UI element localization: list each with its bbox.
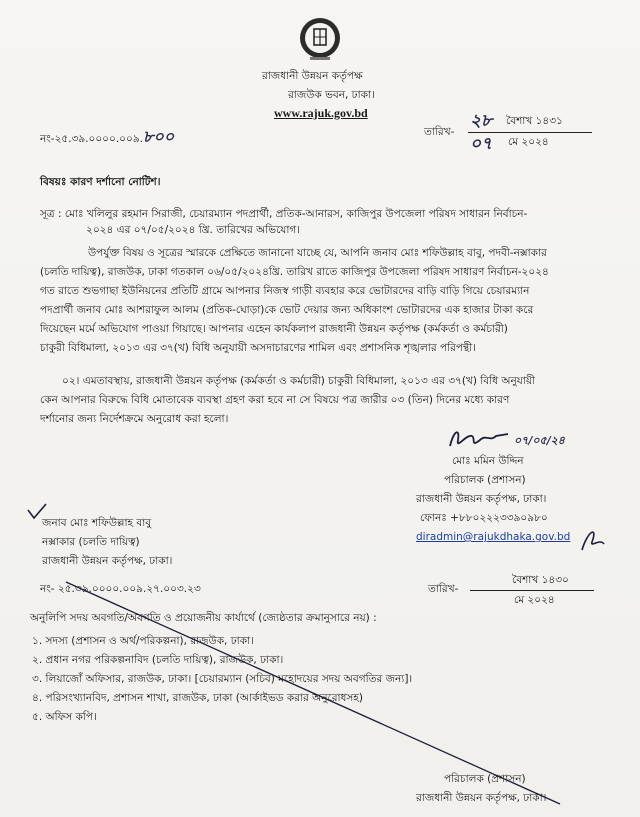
para1-line-4: পদপ্রার্থী জনাব মোঃ আশরাফুল আলম (প্রতিক-ঘোড়া)কে ভোট দেয়ার জন্য অধিকাংশ ভোটারদের এক হাজার টাকা করে [40, 304, 534, 316]
footer-org: রাজধানী উন্নয়ন কর্তৃপক্ষ, ঢাকা। [416, 792, 547, 804]
signatory-email-link[interactable]: diradmin@rajukdhaka.gov.bd [416, 531, 571, 543]
subject: বিষয়ঃ কারণ দর্শানো নোটিশ। [40, 176, 161, 188]
reference-line-2: ২০২৪ এর ০৭/০৫/২০২৪ খ্রি. তারিখের অভিযোগ। [86, 224, 301, 236]
website-link[interactable]: www.rajuk.gov.bd [274, 106, 368, 120]
copy-memo-date-label: তারিখ- [428, 583, 459, 595]
copy-intro: অনুলিপি সদয় অবগতি/অবগতি ও প্রয়োজনীয় কার্যার্থে (জ্যেষ্ঠতার ক্রমানুসারে নয়) : [30, 612, 377, 624]
signatory-name: মোঃ মমিন উদ্দিন [452, 455, 524, 467]
footer-designation: পরিচালক (প্রশাসন) [444, 773, 526, 785]
copy-memo-number: নং- ২৫.৩৯.০০০০.০০৯.২৭.০০৩.২৩ [40, 583, 201, 595]
signature-date-hand: ০৭/০৫/২৪ [514, 434, 565, 447]
memo-date-bottom: মে ২০২৪ [508, 136, 549, 148]
recipient-line-2: নক্সাকার (চলতি দায়িত্ব) [42, 536, 140, 548]
signatory-org: রাজধানী উন্নয়ন কর্তৃপক্ষ, ঢাকা। [416, 493, 547, 505]
memo-number-prefix: নং-২৫.৩৯.০০০০.০০৯. [40, 133, 143, 145]
para2-line-1: ০২। এমতাবস্থায়, রাজধানী উন্নয়ন কর্তৃপক্ষ (কর্মকর্তা ও কর্মচারী) চাকুরী বিধিমালা, ২০১৩ এর ৩৭(খ) বিধি অনুযায়ী [62, 375, 536, 387]
memo-date-label: তারিখ- [424, 126, 455, 138]
para1-line-3: গত রাতে শুভগাছা ইউনিয়নের প্রতিটি গ্রামে আপনার নিজস্ব গাড়ী ব্যবহার করে ভোটারদের বাড়ি বাড়ি গিয়ে চেয়ারম্যান [40, 285, 530, 297]
para2-line-2: কেন আপনার বিরুদ্ধে বিধি মোতাবেক ব্যবস্থা গ্রহণ করা হবে না সে বিষয়ে পত্র জারীর ০৩ (তিন) দিনের মধ্যে কারণ [40, 394, 510, 406]
memo-date-hand-top: ২৮ [470, 111, 493, 131]
recipient-line-3: রাজধানী উন্নয়ন কর্তৃপক্ষ, ঢাকা। [42, 555, 173, 567]
reference-line-1: সূত্র : মোঃ খলিলুর রহমান সিরাজী, চেয়ারম্যান পদপ্রার্থী, প্রতিক-আনারস, কাজিপুর উপজেলা পরিষদ সাধারন নির্বাচন- [40, 208, 528, 220]
memo-date-top: বৈশাখ ১৪৩১ [506, 115, 563, 127]
para1-line-5: দিয়েছেন মর্মে অভিযোগ পাওয়া গিয়াছে। আপনার এহেন কার্যকলাপ রাজধানী উন্নয়ন কর্তৃপক্ষ (কর্মকর্তা ও কর্মচারী) [40, 323, 508, 335]
org-address: রাজউক ভবন, ঢাকা। [288, 89, 375, 101]
signatory-designation: পরিচালক (প্রশাসন) [444, 474, 526, 486]
copy-item-5: ৫. অফিস কপি। [32, 711, 97, 723]
signatory-phone: ফোনঃ +৮৮০২২২৩৩৯০৯৮০ [420, 512, 548, 524]
copy-memo-date-bottom: মে ২০২৪ [514, 594, 555, 606]
org-name: রাজধানী উন্নয়ন কর্তৃপক্ষ [262, 70, 363, 82]
copy-item-2: ২. প্রধান নগর পরিকল্পনাবিদ (চলতি দায়িত্ব), রাজউক, ঢাকা। [32, 654, 284, 666]
memo-number-hand: ৮০০ [142, 127, 175, 146]
para2-line-3: দর্শানোর জন্য নির্দেশক্রমে অনুরোধ করা হলো। [40, 413, 229, 425]
para1-line-1: উপর্যুক্ত বিষয় ও সূত্রের স্মারকে প্রেক্ষিতে জানানো যাচ্ছে যে, আপনি জনাব মোঃ শফিউল্লাহ বাবু, পদবী-নক্সাকার [88, 247, 547, 259]
copy-item-4: ৪. পরিসংখ্যানবিদ, প্রশাসন শাখা, রাজউক, ঢাকা (আর্কাইভড করার অনুরোধসহ) [32, 692, 363, 704]
copy-memo-date-top: বৈশাখ ১৪৩০ [512, 574, 569, 586]
para1-line-6: চাকুরী বিধিমালা, ২০১৩ এর ৩৭(খ) বিধি অনুযায়ী অসদাচারণের শামিল এবং প্রশাসনিক শৃঙ্খলার পরিপন্থী। [40, 342, 476, 354]
copy-item-1: ১. সদস্য (প্রশাসন ও অর্থ/পরিকল্পনা), রাজউক, ঢাকা। [32, 635, 254, 647]
memo-date-hand-bottom: ০৭ [470, 134, 493, 154]
para1-line-2: (চলতি দায়িত্ব), রাজউক, ঢাকা গতকাল ০৬/০৫/২০২৪খ্রি. তারিখ রাতে কাজিপুর উপজেলা পরিষদ সাধারণ নির্বাচন-২০২৪ [40, 266, 549, 278]
recipient-line-1: জনাব মোঃ শফিউল্লাহ বাবু [42, 517, 152, 529]
copy-item-3: ৩. লিয়াজোঁ অফিসার, রাজউক, ঢাকা। [চেয়ারম্যান (সচিব) মহোদয়ের সদয় অবগতির জন্য]। [32, 673, 413, 685]
